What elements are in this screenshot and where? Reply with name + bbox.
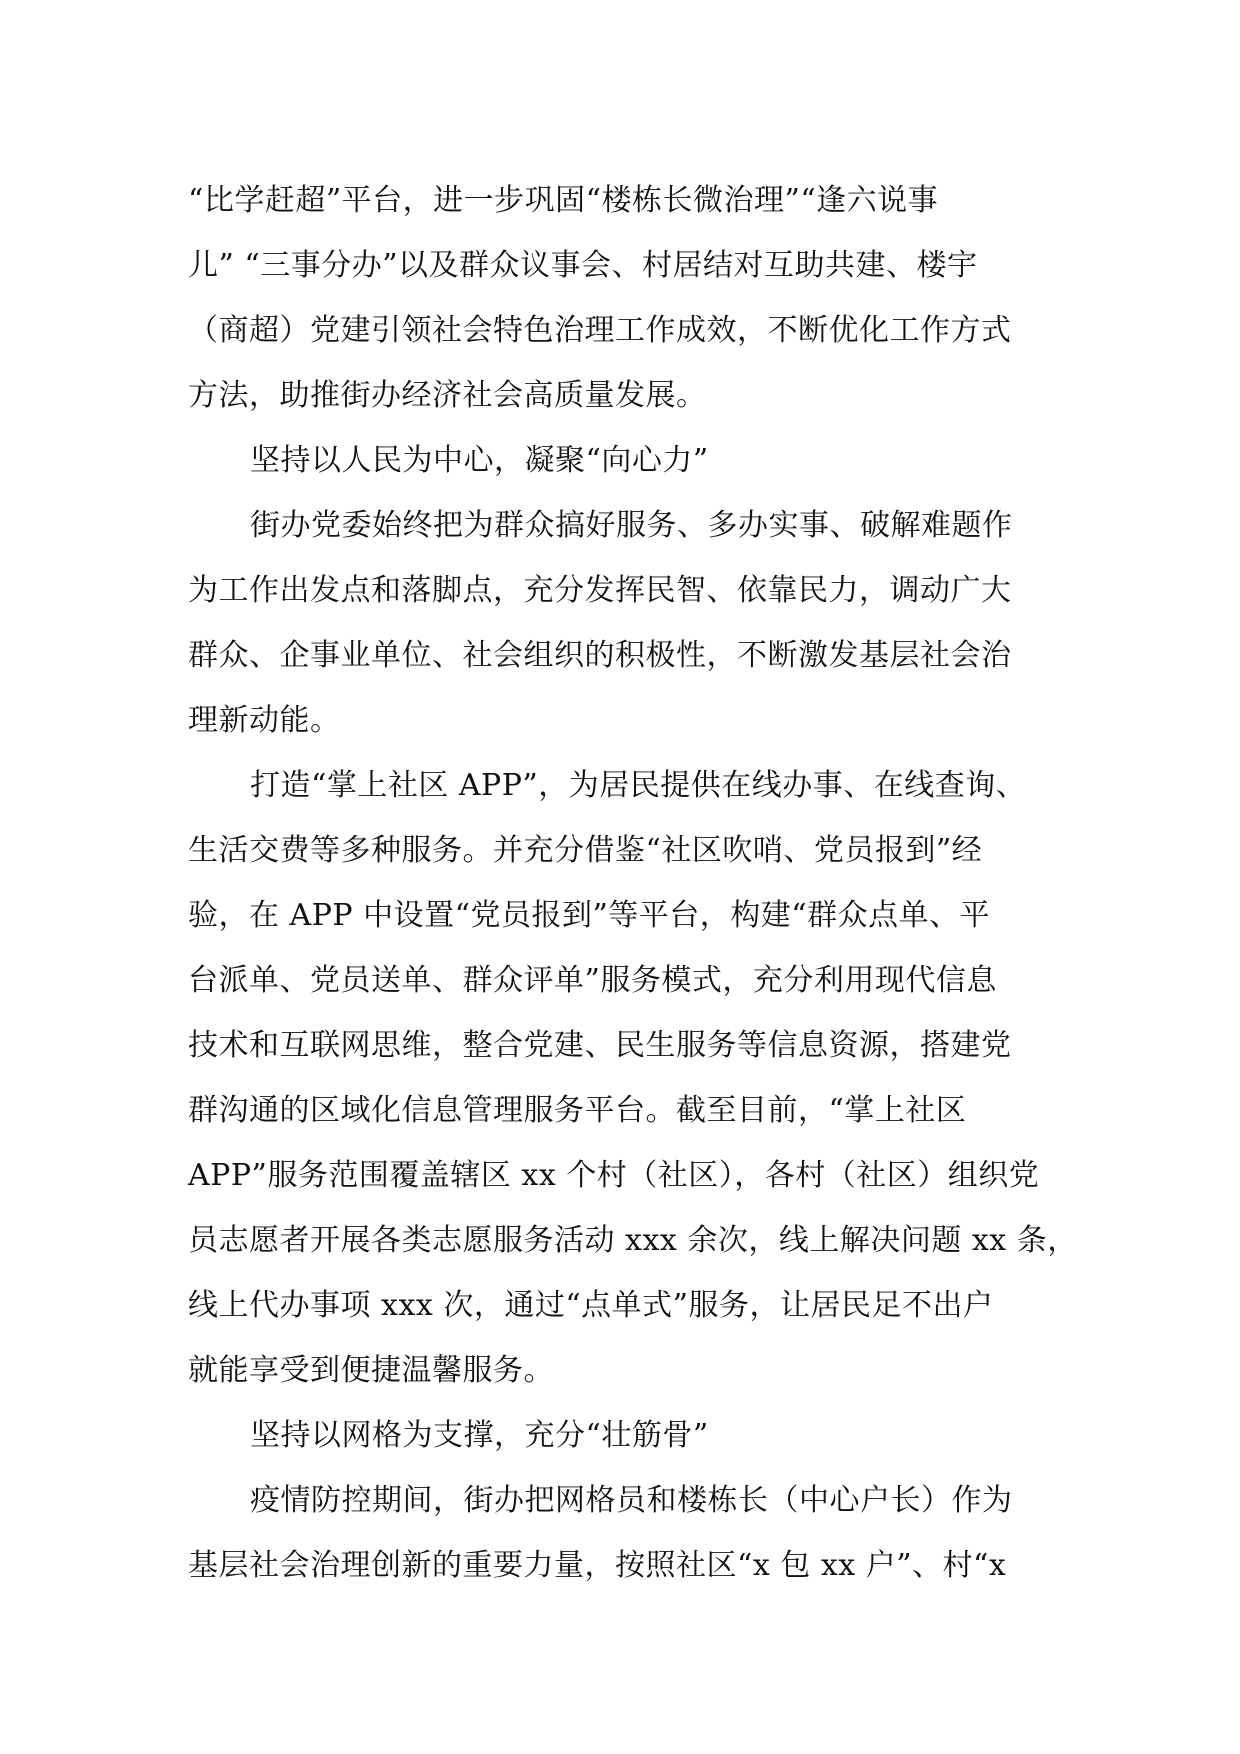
text-line: 基层社会治理创新的重要力量，按照社区“x 包 xx 户”、村“x [188,1548,1007,1583]
text-line: 生活交费等多种服务。并充分借鉴“社区吹哨、党员报到”经 [188,833,983,868]
section-heading-people-centered [188,428,1088,493]
text-line: 儿” “三事分办”以及群众议事会、村居结对互助共建、楼宇 [188,248,978,283]
text-line: 群众、企事业单位、社会组织的积极性，不断激发基层社会治 [188,638,1012,673]
text-line: 群沟通的区域化信息管理服务平台。截至目前，“掌上社区 [188,1093,967,1128]
text-line: 疫情防控期间，街办把网格员和楼栋长（中心户长）作为 [250,1483,1013,1518]
text-line: 验，在 APP 中设置“党员报到”等平台，构建“群众点单、平 [188,898,991,933]
text-line: 线上代办事项 xxx 次，通过“点单式”服务，让居民足不出户 [188,1288,994,1323]
document-body [188,168,1088,1598]
heading-line: 坚持以网格为支撑，充分“壮筋骨” [250,1418,709,1453]
paragraph-party-committee-service [188,493,1088,753]
text-line: 方法，助推街办经济社会高质量发展。 [188,378,707,413]
text-line: 理新动能。 [188,703,341,738]
paragraph-community-app [188,753,1088,1403]
text-line: 就能享受到便捷温馨服务。 [188,1353,554,1388]
text-line: 台派单、党员送单、群众评单”服务模式，充分利用现代信息 [188,963,997,998]
text-line: APP”服务范围覆盖辖区 xx 个村（社区），各村（社区）组织党 [188,1158,1040,1193]
paragraph-epidemic-prevention [188,1468,1088,1598]
text-line: 为工作出发点和落脚点，充分发挥民智、依靠民力，调动广大 [188,573,1012,608]
text-line: 员志愿者开展各类志愿服务活动 xxx 余次，线上解决问题 xx 条， [188,1223,1078,1258]
text-line: 技术和互联网思维，整合党建、民生服务等信息资源，搭建党 [188,1028,1012,1063]
heading-line: 坚持以人民为中心，凝聚“向心力” [250,443,709,478]
text-line: “比学赶超”平台，进一步巩固“楼栋长微治理”“逢六说事 [188,183,939,218]
section-heading-grid-support [188,1403,1088,1468]
text-line: 打造“掌上社区 APP”，为居民提供在线办事、在线查询、 [250,768,1027,803]
text-line: 街办党委始终把为群众搞好服务、多办实事、破解难题作 [250,508,1013,543]
paragraph-continuation [188,168,1088,428]
text-line: （商超）党建引领社会特色治理工作成效，不断优化工作方式 [188,313,1012,348]
